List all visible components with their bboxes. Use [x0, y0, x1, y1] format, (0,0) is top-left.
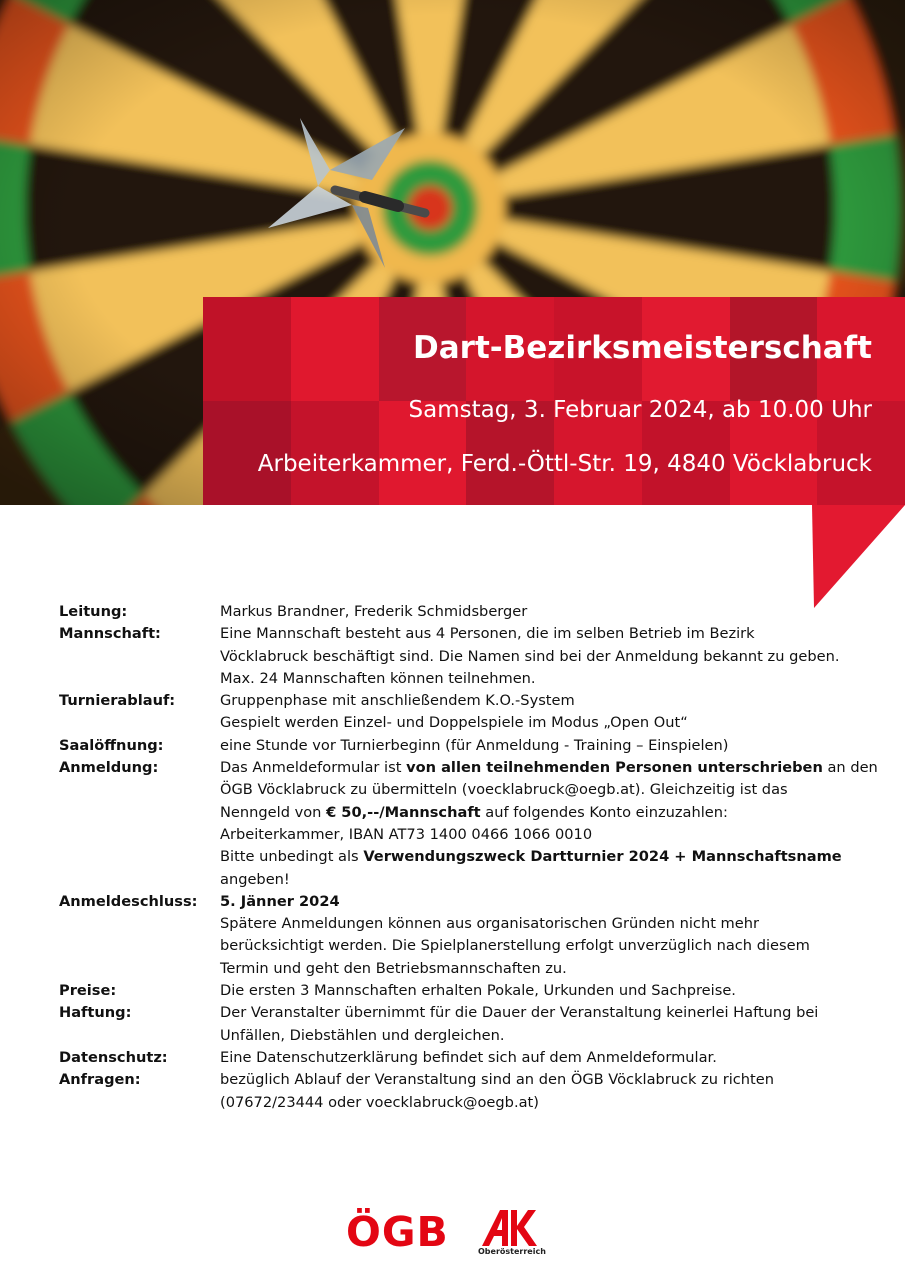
detail-row-turnierablauf [59, 690, 859, 735]
text-part: an den [822, 759, 878, 777]
detail-label: Anmeldung: [59, 759, 159, 777]
detail-text: Eine Mannschaft besteht aus 4 Personen, die im selben Betrieb im Bezirk [220, 625, 755, 643]
detail-label: Leitung: [59, 603, 128, 620]
detail-text: angeben! [220, 870, 290, 888]
ak-logo [478, 1206, 546, 1262]
detail-text: Unfällen, Diebstählen und dergleichen. [220, 1026, 505, 1044]
detail-text: Die ersten 3 Mannschaften erhalten Pokale, Urkunden und Sachpreise. [220, 982, 736, 1000]
detail-text: Eine Datenschutzerklärung befindet sich auf dem Anmeldeformular. [220, 1048, 717, 1066]
detail-text [220, 846, 878, 868]
text-emphasis: von allen teilnehmenden Personen unterschrieben [406, 759, 823, 777]
detail-text: eine Stunde vor Turnierbeginn (für Anmeldung - Training – Einspielen) [220, 736, 729, 754]
detail-text [220, 802, 878, 824]
detail-row-mannschaft [59, 623, 859, 690]
detail-text: Vöcklabruck beschäftigt sind. Die Namen sind bei der Anmeldung bekannt zu geben. [220, 647, 840, 665]
text-part: auf folgendes Konto einzuzahlen: [480, 803, 728, 821]
detail-value [220, 601, 859, 623]
entry-fee: € 50,--/Mannschaft [326, 803, 481, 821]
detail-text: ÖGB Vöcklabruck zu übermitteln (voecklabruck@oegb.at). Gleichzeitig ist das [220, 781, 788, 799]
detail-row-saaloeffnung [59, 735, 859, 757]
detail-label: Haftung: [59, 1004, 132, 1022]
detail-text: Termin und geht den Betriebsmannschaften zu. [220, 959, 567, 977]
detail-value [220, 757, 878, 891]
contact-info: (07672/23444 oder voecklabruck@oegb.at) [220, 1093, 539, 1111]
event-title: Dart-Bezirksmeisterschaft [413, 330, 872, 366]
detail-value [220, 980, 859, 1002]
detail-value [220, 735, 859, 757]
detail-label: Preise: [59, 982, 117, 1000]
detail-text: Spätere Anmeldungen können aus organisatorischen Gründen nicht mehr [220, 915, 759, 933]
detail-text: Gruppenphase mit anschließendem K.O.-System [220, 692, 575, 710]
detail-label: Datenschutz: [59, 1048, 168, 1066]
detail-value [220, 891, 859, 980]
text-part: Nenngeld von [220, 803, 327, 821]
text-part: Bitte unbedingt als [220, 848, 364, 866]
oegb-logo: ÖGB [346, 1208, 449, 1256]
detail-text [220, 757, 878, 779]
detail-label: Anmeldeschluss: [59, 892, 198, 910]
text-emphasis: 5. Jänner 2024 [220, 892, 340, 910]
event-date: Samstag, 3. Februar 2024, ab 10.00 Uhr [408, 397, 872, 423]
detail-row-leitung [59, 601, 859, 623]
detail-text: Max. 24 Mannschaften können teilnehmen. [220, 669, 536, 687]
ak-logo-mark-icon [478, 1206, 542, 1250]
deadline-date [220, 891, 859, 913]
detail-value [220, 1002, 859, 1047]
detail-text: Gespielt werden Einzel- und Doppelspiele im Modus „Open Out“ [220, 714, 688, 732]
detail-row-datenschutz [59, 1047, 859, 1069]
detail-label: Mannschaft: [59, 625, 161, 643]
detail-text: Markus Brandner, Frederik Schmidsberger [220, 603, 528, 620]
detail-text: Der Veranstalter übernimmt für die Dauer der Veranstaltung keinerlei Haftung bei [220, 1004, 819, 1022]
detail-row-anmeldung [59, 757, 878, 891]
detail-row-anfragen [59, 1069, 859, 1114]
text-part: Das Anmeldeformular ist [220, 759, 407, 777]
detail-text: bezüglich Ablauf der Veranstaltung sind an den ÖGB Vöcklabruck zu richten [220, 1071, 774, 1089]
detail-text: berücksichtigt werden. Die Spielplanerstellung erfolgt unverzüglich nach diesem [220, 937, 810, 955]
detail-value [220, 690, 859, 735]
detail-row-anmeldeschluss [59, 891, 859, 980]
detail-label: Turnierablauf: [59, 692, 176, 710]
detail-label: Anfragen: [59, 1071, 141, 1089]
detail-label: Saalöffnung: [59, 736, 164, 754]
detail-value [220, 1047, 859, 1069]
event-location: Arbeiterkammer, Ferd.-Öttl-Str. 19, 4840 Vöcklabruck [257, 451, 872, 477]
bank-account: Arbeiterkammer, IBAN AT73 1400 0466 1066 0010 [220, 825, 593, 843]
event-details [59, 601, 878, 1114]
detail-row-haftung [59, 1002, 859, 1047]
header-banner [203, 297, 905, 505]
text-emphasis: Verwendungszweck Dartturnier 2024 + Mannschaftsname [363, 848, 842, 866]
detail-value [220, 1069, 859, 1114]
detail-value [220, 623, 859, 690]
detail-row-preise [59, 980, 859, 1002]
ak-logo-subtitle: Oberösterreich [478, 1247, 546, 1256]
